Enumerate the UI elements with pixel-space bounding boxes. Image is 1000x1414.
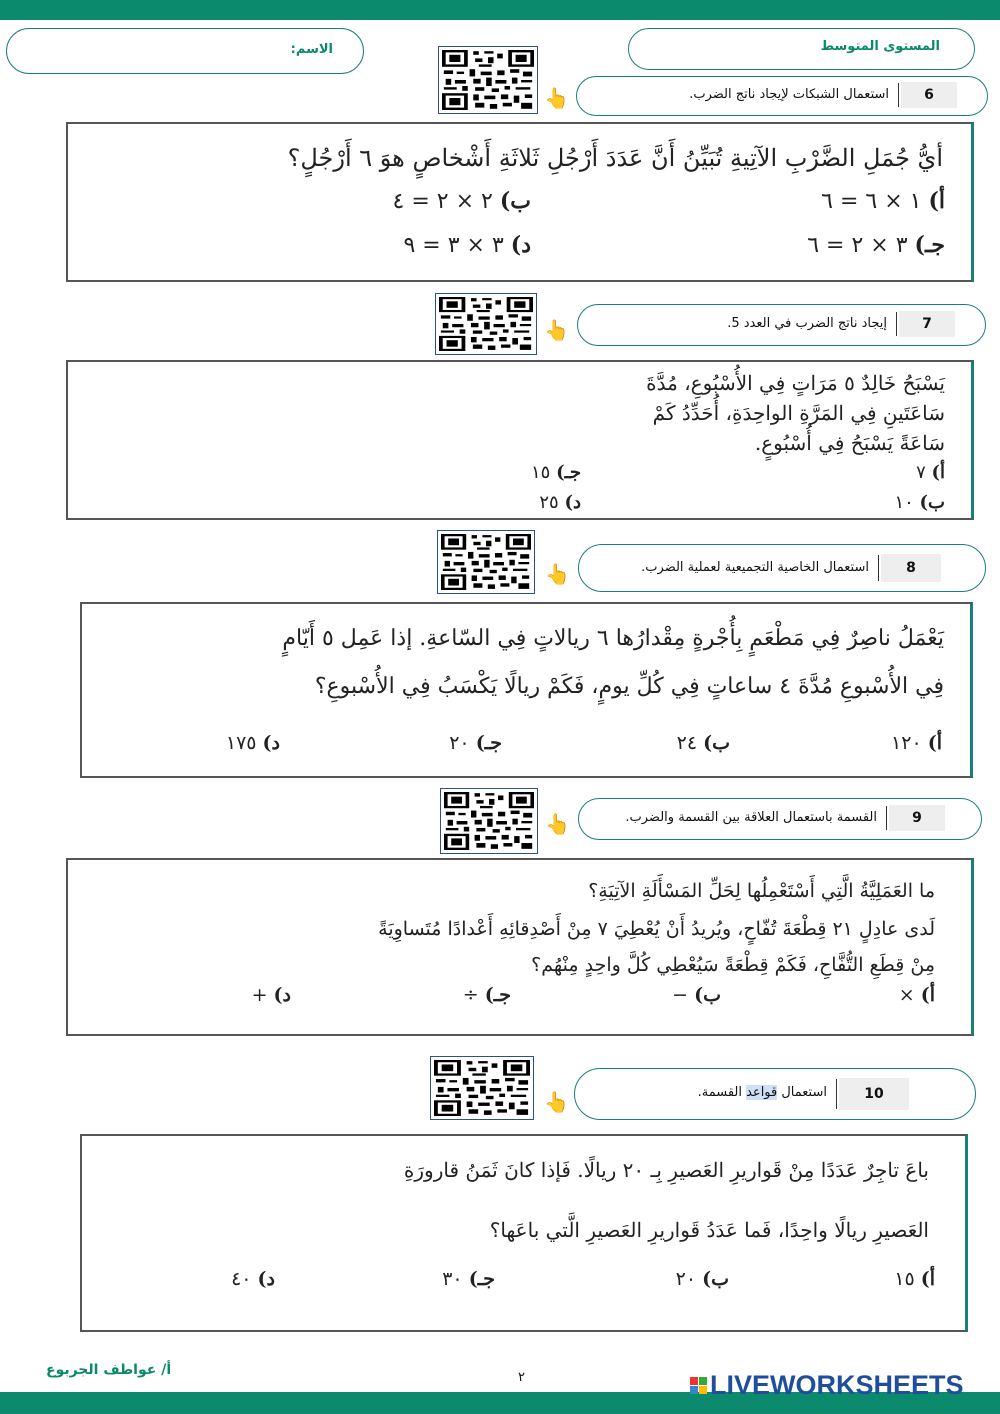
option-a[interactable]: أ) ٧ xyxy=(916,462,945,483)
logo-text: LIVEWORKSHEETS xyxy=(710,1369,964,1400)
option-b[interactable]: ب) − xyxy=(672,984,721,1006)
question-text-line: يَسْبَحُ خَالِدٌ ٥ مَرَاتٍ فِي الأُسْبُوعِ، مُدَّةَ xyxy=(646,371,945,395)
option-d[interactable]: د) + xyxy=(251,984,291,1006)
topic-label: إيجاد ناتج الضرب في العدد 5. xyxy=(727,316,887,331)
option-a[interactable]: أ) ١ × ٦ = ٦ xyxy=(821,188,945,214)
pointing-hand-icon: 👆 xyxy=(545,812,570,836)
topic-pill-7 xyxy=(577,304,986,346)
option-d[interactable]: د) ٣ × ٣ = ٩ xyxy=(403,232,531,258)
divider xyxy=(896,312,897,336)
divider xyxy=(878,555,879,581)
name-label: الاسم: xyxy=(290,42,333,57)
question-number: 6 xyxy=(901,82,957,108)
qr-code-icon[interactable] xyxy=(440,788,538,854)
level-label: المستوى المتوسط xyxy=(820,39,940,54)
divider xyxy=(886,806,887,830)
question-box-7 xyxy=(66,360,974,520)
topic-label: استعمال قواعد القسمة. xyxy=(697,1085,827,1100)
divider xyxy=(836,1079,837,1109)
option-b[interactable]: ب) ٢٤ xyxy=(676,732,730,754)
option-b[interactable]: ب) ٢٠ xyxy=(675,1268,729,1290)
qr-code-icon[interactable] xyxy=(438,46,538,114)
option-c[interactable]: جـ) ÷ xyxy=(462,984,511,1006)
option-d[interactable]: د) ٢٥ xyxy=(539,492,581,513)
topic-label: استعمال الشبكات لإيجاد ناتج الضرب. xyxy=(689,87,889,102)
topic-label: القسمة باستعمال العلاقة بين القسمة والضرب. xyxy=(625,810,877,825)
option-c[interactable]: جـ) ٣٠ xyxy=(442,1268,495,1290)
question-number: 9 xyxy=(889,805,945,831)
option-d[interactable]: د) ١٧٥ xyxy=(225,732,280,754)
topic-pill-6 xyxy=(576,76,988,116)
logo-grid-icon xyxy=(690,1377,707,1394)
question-box-9 xyxy=(66,858,974,1036)
option-d[interactable]: د) ٤٠ xyxy=(231,1268,275,1290)
topic-label: استعمال الخاصية التجميعية لعملية الضرب. xyxy=(641,560,869,575)
divider xyxy=(898,83,899,107)
question-number: 8 xyxy=(881,554,941,582)
option-a[interactable]: أ) × xyxy=(898,984,935,1006)
page-number: ٢ xyxy=(518,1370,525,1385)
pointing-hand-icon: 👆 xyxy=(544,86,569,110)
question-box-10 xyxy=(80,1134,968,1332)
question-text-line: العَصيرِ ريالًا واحِدًا، فَما عَدَدُ قَواريرِ العَصيرِ الَّتي باعَها؟ xyxy=(489,1218,929,1242)
option-c[interactable]: جـ) ٢٠ xyxy=(449,732,502,754)
question-text-line: سَاعَةً يَسْبَحُ فِي أُسْبُوعٍ. xyxy=(754,431,945,455)
topic-pill-10 xyxy=(574,1068,976,1120)
question-text-line: باعَ تاجِرٌ عَدَدًا مِنْ قَواريرِ العَصيرِ بِـ ٢٠ ريالًا. فَإذا كانَ ثَمَنُ قارورَةِ xyxy=(403,1158,929,1182)
option-c[interactable]: جـ) ١٥ xyxy=(531,462,581,483)
name-pill[interactable] xyxy=(6,28,364,74)
level-pill xyxy=(628,28,975,70)
question-text-line: يَعْمَلُ ناصِرٌ فِي مَطْعَمٍ بِأُجْرةٍ مِقْدارُها ٦ ريالاتٍ فِي السّاعةِ. إذا عَمِل ٥ أَيّامٍ xyxy=(282,626,944,651)
question-text-line: سَاعَتَينِ فِي المَرَّةِ الواحِدَةِ، أُحَدِّدُ كَمْ xyxy=(652,401,945,425)
author-name: أ/ عواطف الجربوع xyxy=(46,1362,172,1378)
pointing-hand-icon: 👆 xyxy=(544,318,569,342)
option-a[interactable]: أ) ١٥ xyxy=(894,1268,935,1290)
question-number: 7 xyxy=(899,311,955,337)
question-number: 10 xyxy=(839,1078,909,1110)
question-text-line: مِنْ قِطَعِ التُّفَّاحِ، فَكَمْ قِطْعَةً سَيُعْطِي كُلَّ واحِدٍ مِنْهُم؟ xyxy=(531,954,935,976)
option-c[interactable]: جـ) ٣ × ٢ = ٦ xyxy=(807,232,945,258)
question-text: أيُّ جُمَلِ الضَّرْبِ الآتِيةِ تُبَيِّنُ أَنَّ عَدَدَ أَرْجُلِ ثَلاثَةِ أَشْخاصٍ هوَ ٦ أَرْجُلٍ؟ xyxy=(287,144,943,172)
option-b[interactable]: ب) ٢ × ٢ = ٤ xyxy=(392,188,531,214)
qr-code-icon[interactable] xyxy=(437,530,535,594)
question-text-line: لَدى عادِلٍ ٢١ قِطْعَةَ تُفّاحٍ، ويُريدُ أَنْ يُعْطِيَ ٧ مِنْ أَصْدِقائِهِ أَعْدادًا مُتَساوِيَةً xyxy=(378,918,935,940)
topic-pill-8 xyxy=(578,544,986,592)
question-box-8 xyxy=(80,602,973,778)
question-box-6 xyxy=(66,122,974,282)
top-bar xyxy=(0,0,1000,20)
pointing-hand-icon: 👆 xyxy=(545,562,570,586)
option-b[interactable]: ب) ١٠ xyxy=(894,492,945,513)
question-text-line: ما العَمَلِيَّةُ الَّتِي أَسْتَعْمِلُها لِحَلِّ المَسْأَلَةِ الآتِيَةِ؟ xyxy=(588,880,935,902)
liveworksheets-logo xyxy=(690,1370,964,1400)
pointing-hand-icon: 👆 xyxy=(544,1090,569,1114)
question-text-line: فِي الأُسْبوعِ مُدَّةَ ٤ ساعاتٍ فِي كُلِّ يومٍ، فَكَمْ ريالًا يَكْسَبُ فِي الأُسْبوعِ؟ xyxy=(314,674,944,699)
qr-code-icon[interactable] xyxy=(435,293,537,355)
option-a[interactable]: أ) ١٢٠ xyxy=(891,732,942,754)
qr-code-icon[interactable] xyxy=(430,1056,534,1120)
topic-pill-9 xyxy=(578,798,982,840)
